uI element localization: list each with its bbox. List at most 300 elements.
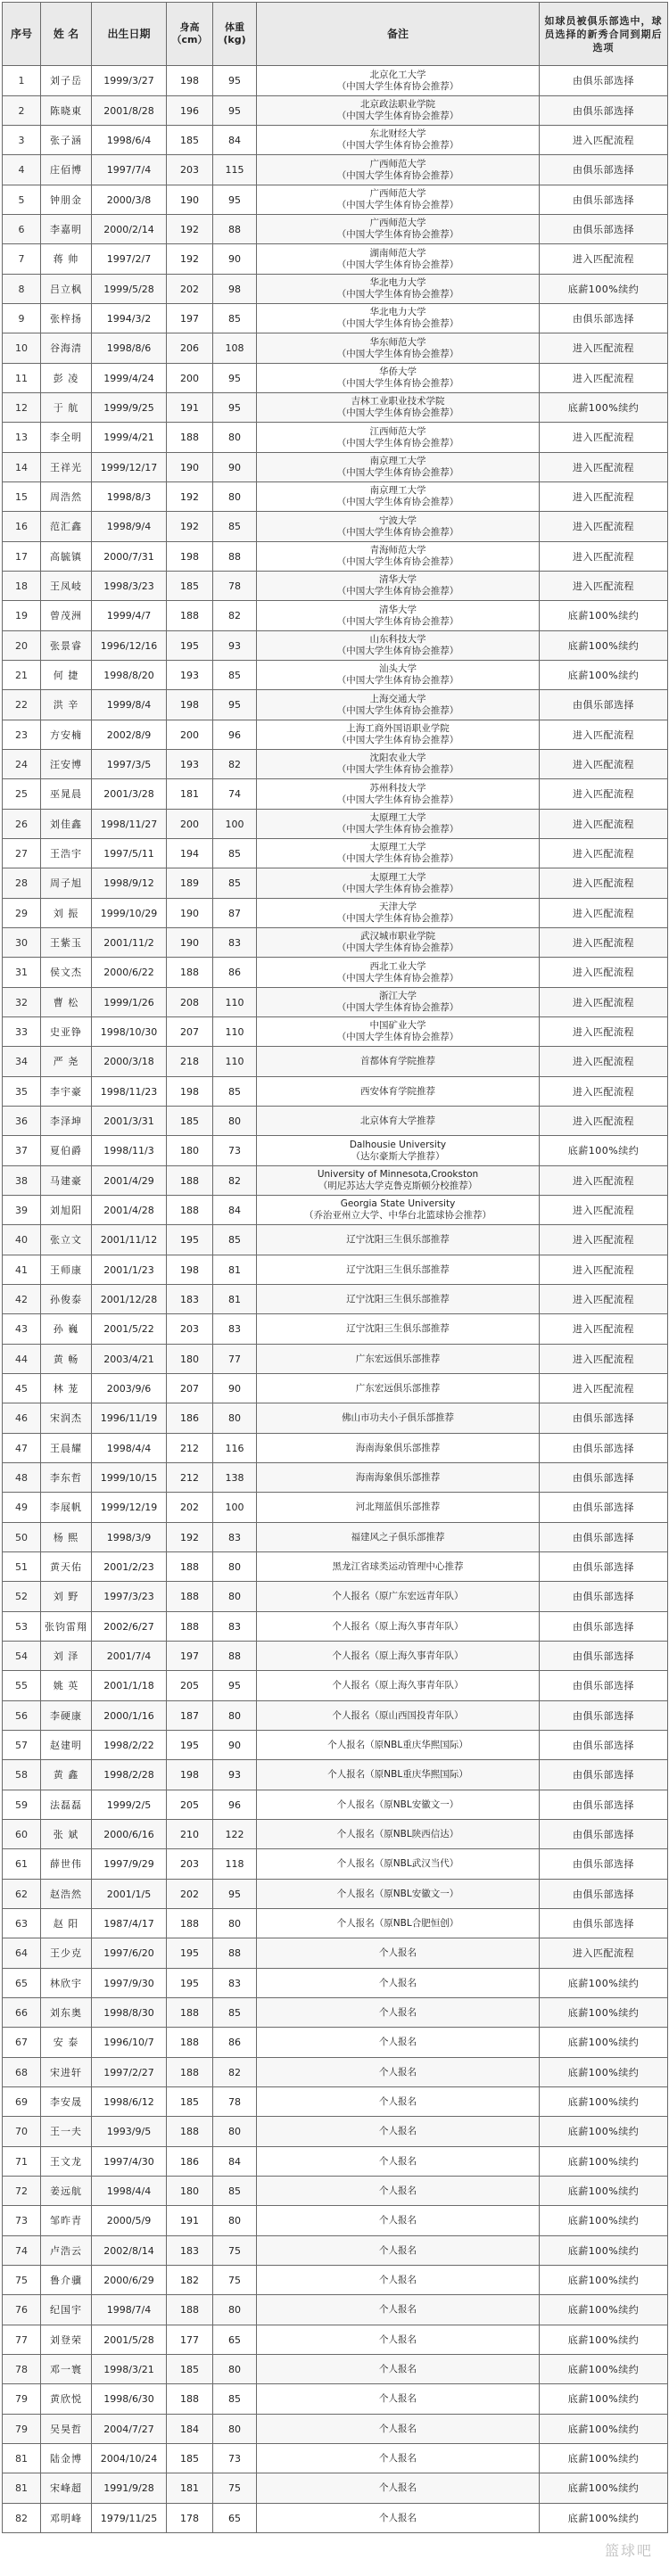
cell-name: 邓明峰: [41, 2504, 92, 2533]
cell-option: 由俱乐部选择: [540, 96, 668, 126]
cell-height: 188: [167, 1196, 213, 1225]
note-line-1: 沈阳农业大学: [369, 753, 426, 763]
cell-weight: 80: [213, 1582, 257, 1612]
table-row: [3, 958, 668, 988]
cell-weight: 95: [213, 364, 257, 393]
cell-note: [257, 1285, 540, 1314]
cell-name: 王晨耀: [41, 1434, 92, 1463]
cell-seq: 18: [3, 572, 41, 601]
table-row: [3, 155, 668, 185]
cell-seq: 45: [3, 1374, 41, 1403]
cell-height: 185: [167, 126, 213, 155]
cell-weight: 81: [213, 1285, 257, 1314]
note-line-2: （中国大学生体育协会推荐）: [336, 913, 459, 924]
note-line-1: 上海工商外国语职业学院: [346, 723, 450, 734]
table-row: [3, 1552, 668, 1582]
cell-option: 底薪100%续约: [540, 2504, 668, 2533]
cell-weight: 82: [213, 1166, 257, 1196]
note-line-1: 黑龙江省球类运动管理中心推荐: [332, 1560, 464, 1572]
cell-weight: 88: [213, 215, 257, 244]
cell-height: 212: [167, 1463, 213, 1493]
cell-option: 进入匹配流程: [540, 423, 668, 453]
cell-seq: 20: [3, 631, 41, 661]
cell-height: 188: [167, 1998, 213, 2028]
note-line-2: （中国大学生体育协会推荐）: [336, 556, 459, 567]
cell-dob: 2001/5/22: [92, 1314, 167, 1345]
cell-dob: 1997/2/7: [92, 244, 167, 275]
cell-dob: 1996/12/16: [92, 631, 167, 661]
note-line-1: 北京化工大学: [369, 69, 426, 80]
note-line-1: 汕头大学: [379, 663, 417, 674]
cell-name: 孙 巍: [41, 1314, 92, 1345]
cell-height: 182: [167, 2266, 213, 2295]
cell-name: 刘子岳: [41, 66, 92, 96]
cell-dob: 1998/11/3: [92, 1136, 167, 1166]
table-row: [3, 215, 668, 244]
cell-dob: 2001/11/2: [92, 928, 167, 958]
cell-dob: 1998/7/4: [92, 2295, 167, 2325]
cell-name: 宋润杰: [41, 1403, 92, 1434]
cell-name: 刘 泽: [41, 1642, 92, 1671]
note-line-1: 个人报名: [379, 2037, 417, 2047]
note-line-2: （中国大学生体育协会推荐）: [336, 467, 459, 478]
cell-option: 进入匹配流程: [540, 126, 668, 155]
cell-dob: 1998/10/30: [92, 1017, 167, 1047]
cell-name: 严 尧: [41, 1047, 92, 1077]
cell-option: 进入匹配流程: [540, 453, 668, 482]
cell-option: 进入匹配流程: [540, 333, 668, 364]
cell-note: [257, 1790, 540, 1820]
table-row: [3, 1671, 668, 1701]
watermark: 篮球吧: [604, 2542, 653, 2559]
cell-seq: 26: [3, 810, 41, 839]
cell-weight: 81: [213, 1255, 257, 1285]
cell-dob: 2000/2/14: [92, 215, 167, 244]
cell-dob: 1997/9/30: [92, 1969, 167, 1998]
cell-option: 进入匹配流程: [540, 988, 668, 1017]
cell-weight: 90: [213, 244, 257, 275]
note-line-1: 广西师范大学: [369, 218, 426, 228]
cell-option: 进入匹配流程: [540, 1017, 668, 1047]
cell-option: 进入匹配流程: [540, 542, 668, 572]
note-line-2: （中国大学生体育协会推荐）: [336, 437, 459, 449]
cell-height: 192: [167, 1523, 213, 1552]
header-dob: 出生日期: [92, 3, 167, 66]
note-line-2: （中国大学生体育协会推荐）: [336, 140, 459, 151]
table-row: [3, 1136, 668, 1166]
table-row: [3, 2236, 668, 2266]
cell-dob: 1998/8/3: [92, 482, 167, 512]
cell-height: 210: [167, 1820, 213, 1849]
cell-name: 黄欣悦: [41, 2384, 92, 2415]
cell-seq: 14: [3, 453, 41, 482]
cell-height: 190: [167, 899, 213, 928]
table-row: [3, 423, 668, 453]
cell-weight: 75: [213, 2266, 257, 2295]
note-line-2: （中国大学生体育协会推荐）: [336, 169, 459, 181]
cell-height: 203: [167, 1849, 213, 1880]
cell-height: 198: [167, 1255, 213, 1285]
cell-option: 底薪100%续约: [540, 1969, 668, 1998]
cell-note: [257, 2504, 540, 2533]
cell-dob: 1998/6/30: [92, 2384, 167, 2415]
table-row: [3, 661, 668, 690]
cell-name: 吴昊哲: [41, 2415, 92, 2444]
cell-note: [257, 482, 540, 512]
cell-seq: 36: [3, 1107, 41, 1136]
note-line-1: 中国矿业大学: [369, 1020, 426, 1031]
note-line-1: 南京理工大学: [369, 456, 426, 466]
cell-name: 曾茂洲: [41, 601, 92, 631]
cell-option: 进入匹配流程: [540, 928, 668, 958]
cell-height: 203: [167, 1314, 213, 1345]
cell-seq: 24: [3, 750, 41, 779]
note-line-1: 北京政法职业学院: [360, 99, 435, 110]
cell-dob: 2004/10/24: [92, 2444, 167, 2473]
cell-name: 刘 野: [41, 1582, 92, 1612]
note-line-1: 个人报名: [379, 2482, 417, 2493]
cell-note: [257, 96, 540, 126]
cell-dob: 1999/1/26: [92, 988, 167, 1017]
cell-seq: 71: [3, 2147, 41, 2177]
cell-weight: 74: [213, 779, 257, 810]
cell-dob: 2000/7/31: [92, 542, 167, 572]
cell-option: 底薪100%续约: [540, 2028, 668, 2058]
note-line-1: 个人报名: [379, 2333, 417, 2345]
note-line-2: （中国大学生体育协会推荐）: [336, 289, 459, 300]
cell-seq: 15: [3, 482, 41, 512]
cell-seq: 19: [3, 601, 41, 631]
cell-note: [257, 1849, 540, 1880]
cell-name: 刘登荣: [41, 2325, 92, 2355]
cell-weight: 93: [213, 631, 257, 661]
table-row: [3, 1345, 668, 1374]
cell-weight: 85: [213, 661, 257, 690]
cell-option: 进入匹配流程: [540, 868, 668, 899]
cell-name: 李泽坤: [41, 1107, 92, 1136]
table-row: [3, 1938, 668, 1969]
note-line-1: 个人报名: [379, 2363, 417, 2374]
note-line-1: 个人报名: [379, 2393, 417, 2404]
cell-note: [257, 899, 540, 928]
cell-note: [257, 1760, 540, 1790]
cell-weight: 95: [213, 690, 257, 720]
note-line-1: 福建风之子俱乐部推荐: [351, 1531, 445, 1543]
cell-seq: 76: [3, 2295, 41, 2325]
cell-option: 底薪100%续约: [540, 2236, 668, 2266]
cell-name: 刘佳鑫: [41, 810, 92, 839]
cell-height: 197: [167, 1642, 213, 1671]
table-row: [3, 1463, 668, 1493]
cell-height: 188: [167, 2028, 213, 2058]
cell-name: 周子旭: [41, 868, 92, 899]
table-row: [3, 1969, 668, 1998]
cell-weight: 95: [213, 1671, 257, 1701]
cell-height: 195: [167, 1225, 213, 1255]
cell-height: 193: [167, 750, 213, 779]
cell-name: 巫晁晨: [41, 779, 92, 810]
cell-note: [257, 275, 540, 304]
note-line-2: （中国大学生体育协会推荐）: [336, 704, 459, 716]
cell-weight: 96: [213, 1790, 257, 1820]
cell-height: 198: [167, 690, 213, 720]
cell-name: 杨 熙: [41, 1523, 92, 1552]
cell-height: 188: [167, 1552, 213, 1582]
cell-option: 底薪100%续约: [540, 2206, 668, 2236]
cell-seq: 10: [3, 333, 41, 364]
cell-note: [257, 1731, 540, 1760]
cell-note: [257, 423, 540, 453]
cell-height: 200: [167, 364, 213, 393]
note-line-1: 辽宁沈阳三生俱乐部推荐: [346, 1293, 450, 1304]
cell-weight: 80: [213, 2355, 257, 2384]
note-line-1: University of Minnesota,Crookston: [317, 1169, 479, 1180]
cell-height: 188: [167, 958, 213, 988]
note-line-1: 西安体育学院推荐: [360, 1085, 435, 1097]
table-row: [3, 2473, 668, 2504]
cell-weight: 95: [213, 1880, 257, 1909]
cell-name: 彭 凌: [41, 364, 92, 393]
cell-weight: 95: [213, 185, 257, 215]
cell-height: 197: [167, 304, 213, 333]
cell-name: 邹昨青: [41, 2206, 92, 2236]
table-row: [3, 1255, 668, 1285]
cell-name: 赵浩然: [41, 1880, 92, 1909]
cell-option: 由俱乐部选择: [540, 1790, 668, 1820]
cell-weight: 108: [213, 333, 257, 364]
cell-note: [257, 988, 540, 1017]
cell-height: 177: [167, 2325, 213, 2355]
cell-note: [257, 2236, 540, 2266]
table-row: [3, 720, 668, 750]
cell-name: 纪国宇: [41, 2295, 92, 2325]
cell-name: 史亚铮: [41, 1017, 92, 1047]
note-line-1: 东北财经大学: [369, 128, 426, 139]
cell-seq: 56: [3, 1701, 41, 1731]
note-line-2: （中国大学生体育协会推荐）: [336, 675, 459, 686]
cell-seq: 43: [3, 1314, 41, 1345]
cell-option: 由俱乐部选择: [540, 1820, 668, 1849]
cell-note: [257, 2444, 540, 2473]
cell-seq: 68: [3, 2058, 41, 2087]
cell-name: 何 捷: [41, 661, 92, 690]
cell-seq: 65: [3, 1969, 41, 1998]
cell-weight: 80: [213, 1909, 257, 1938]
cell-name: 李东哲: [41, 1463, 92, 1493]
cell-seq: 63: [3, 1909, 41, 1938]
cell-weight: 95: [213, 393, 257, 423]
cell-option: 底薪100%续约: [540, 2117, 668, 2147]
cell-option: 进入匹配流程: [540, 1938, 668, 1969]
note-line-2: （中国大学生体育协会推荐）: [336, 586, 459, 597]
cell-name: 宋进轩: [41, 2058, 92, 2087]
cell-name: 黄 鑫: [41, 1760, 92, 1790]
cell-seq: 53: [3, 1612, 41, 1642]
note-line-1: 华侨大学: [379, 366, 417, 377]
cell-option: 由俱乐部选择: [540, 215, 668, 244]
cell-height: 192: [167, 215, 213, 244]
note-line-1: 个人报名: [379, 2185, 417, 2196]
table-row: [3, 2295, 668, 2325]
note-line-1: 江西师范大学: [369, 425, 426, 437]
cell-name: 马建豪: [41, 1166, 92, 1196]
cell-dob: 1991/9/28: [92, 2473, 167, 2504]
cell-name: 张钧雷翔: [41, 1612, 92, 1642]
cell-name: 薛世伟: [41, 1849, 92, 1880]
cell-seq: 64: [3, 1938, 41, 1969]
cell-height: 185: [167, 1107, 213, 1136]
note-line-2: （中国大学生体育协会推荐）: [336, 229, 459, 240]
cell-note: [257, 1077, 540, 1107]
cell-height: 188: [167, 2384, 213, 2415]
cell-weight: 75: [213, 2236, 257, 2266]
cell-weight: 65: [213, 2325, 257, 2355]
note-line-1: 华北电力大学: [369, 307, 426, 317]
note-line-2: （中国大学生体育协会推荐）: [336, 615, 459, 627]
cell-name: 王一夫: [41, 2117, 92, 2147]
note-line-1: 浙江大学: [379, 991, 417, 1001]
note-line-1: 华东师范大学: [369, 336, 426, 348]
cell-note: [257, 1225, 540, 1255]
cell-option: 由俱乐部选择: [540, 1523, 668, 1552]
cell-option: 由俱乐部选择: [540, 1463, 668, 1493]
cell-note: [257, 2206, 540, 2236]
cell-note: [257, 1612, 540, 1642]
cell-note: [257, 1701, 540, 1731]
cell-dob: 1994/3/2: [92, 304, 167, 333]
table-row: [3, 1434, 668, 1463]
cell-name: 黄天佑: [41, 1552, 92, 1582]
cell-seq: 29: [3, 899, 41, 928]
cell-dob: 2000/6/16: [92, 1820, 167, 1849]
table-row: [3, 66, 668, 96]
cell-height: 185: [167, 2355, 213, 2384]
note-line-2: （中国大学生体育协会推荐）: [336, 764, 459, 775]
cell-height: 188: [167, 1166, 213, 1196]
table-row: [3, 364, 668, 393]
cell-dob: 2001/1/5: [92, 1880, 167, 1909]
cell-dob: 1999/4/7: [92, 601, 167, 631]
cell-note: [257, 244, 540, 275]
note-line-1: 个人报名（原广东宏远青年队）: [332, 1591, 464, 1601]
note-line-2: （中国大学生体育协会推荐）: [336, 883, 459, 894]
cell-dob: 2001/2/23: [92, 1552, 167, 1582]
cell-dob: 1999/3/27: [92, 66, 167, 96]
cell-dob: 1999/12/17: [92, 453, 167, 482]
cell-name: 王浩宇: [41, 839, 92, 868]
cell-note: [257, 661, 540, 690]
cell-height: 202: [167, 275, 213, 304]
note-line-1: 苏州科技大学: [369, 782, 426, 794]
cell-note: [257, 393, 540, 423]
cell-weight: 83: [213, 1314, 257, 1345]
cell-dob: 1999/2/5: [92, 1790, 167, 1820]
cell-name: 周浩然: [41, 482, 92, 512]
cell-dob: 1999/4/21: [92, 423, 167, 453]
cell-weight: 85: [213, 2384, 257, 2415]
cell-dob: 1998/8/30: [92, 1998, 167, 2028]
cell-note: [257, 185, 540, 215]
table-row: [3, 1760, 668, 1790]
cell-name: 鲁介骥: [41, 2266, 92, 2295]
cell-option: 进入匹配流程: [540, 1374, 668, 1403]
cell-weight: 84: [213, 2147, 257, 2177]
cell-option: 由俱乐部选择: [540, 1760, 668, 1790]
cell-note: [257, 155, 540, 185]
cell-name: 王紫玉: [41, 928, 92, 958]
cell-option: 进入匹配流程: [540, 779, 668, 810]
cell-seq: 33: [3, 1017, 41, 1047]
cell-dob: 2004/7/27: [92, 2415, 167, 2444]
cell-weight: 82: [213, 2058, 257, 2087]
table-row: [3, 2266, 668, 2295]
cell-option: 进入匹配流程: [540, 1107, 668, 1136]
cell-weight: 90: [213, 453, 257, 482]
cell-height: 198: [167, 1760, 213, 1790]
cell-note: [257, 1820, 540, 1849]
note-line-2: （乔治亚州立大学、中华台北篮球协会推荐）: [304, 1210, 491, 1221]
cell-dob: 1998/11/23: [92, 1077, 167, 1107]
cell-option: 底薪100%续约: [540, 1136, 668, 1166]
cell-dob: 1997/4/30: [92, 2147, 167, 2177]
cell-name: 安 泰: [41, 2028, 92, 2058]
cell-seq: 77: [3, 2325, 41, 2355]
cell-option: 由俱乐部选择: [540, 1671, 668, 1701]
cell-height: 188: [167, 2117, 213, 2147]
cell-height: 195: [167, 1938, 213, 1969]
table-row: [3, 1849, 668, 1880]
note-line-1: 西北工业大学: [369, 960, 426, 972]
cell-weight: 88: [213, 1642, 257, 1671]
cell-note: [257, 304, 540, 333]
cell-dob: 1997/6/20: [92, 1938, 167, 1969]
cell-height: 207: [167, 1017, 213, 1047]
cell-option: 底薪100%续约: [540, 601, 668, 631]
cell-dob: 1997/3/5: [92, 750, 167, 779]
cell-height: 183: [167, 2236, 213, 2266]
cell-height: 188: [167, 1612, 213, 1642]
cell-note: [257, 631, 540, 661]
cell-name: 邓一寰: [41, 2355, 92, 2384]
table-row: [3, 2384, 668, 2415]
cell-option: 底薪100%续约: [540, 2355, 668, 2384]
note-line-1: 宁波大学: [379, 514, 417, 526]
cell-option: 由俱乐部选择: [540, 185, 668, 215]
note-line-1: 个人报名: [379, 2155, 417, 2167]
cell-option: 底薪100%续约: [540, 2087, 668, 2117]
cell-weight: 85: [213, 1998, 257, 2028]
note-line-1: 海南海象俱乐部推荐: [355, 1471, 441, 1483]
cell-dob: 1998/6/12: [92, 2087, 167, 2117]
cell-weight: 80: [213, 2117, 257, 2147]
cell-height: 195: [167, 1969, 213, 1998]
table-row: [3, 1820, 668, 1849]
table-row: [3, 1998, 668, 2028]
note-line-2: （中国大学生体育协会推荐）: [336, 348, 459, 359]
note-line-1: 辽宁沈阳三生俱乐部推荐: [346, 1234, 450, 1245]
table-row: [3, 453, 668, 482]
note-line-1: 个人报名（原NBL重庆华熙国际）: [327, 1739, 468, 1750]
cell-dob: 2003/9/6: [92, 1374, 167, 1403]
header-option: 如球员被俱乐部选中，球员选择的新秀合同到期后选项: [540, 3, 668, 66]
note-line-1: 太原理工大学: [369, 842, 426, 852]
cell-weight: 82: [213, 601, 257, 631]
cell-height: 192: [167, 512, 213, 542]
note-line-1: 个人报名（原上海久事青年队）: [332, 1620, 464, 1632]
table-row: [3, 393, 668, 423]
cell-height: 192: [167, 244, 213, 275]
cell-weight: 116: [213, 1434, 257, 1463]
